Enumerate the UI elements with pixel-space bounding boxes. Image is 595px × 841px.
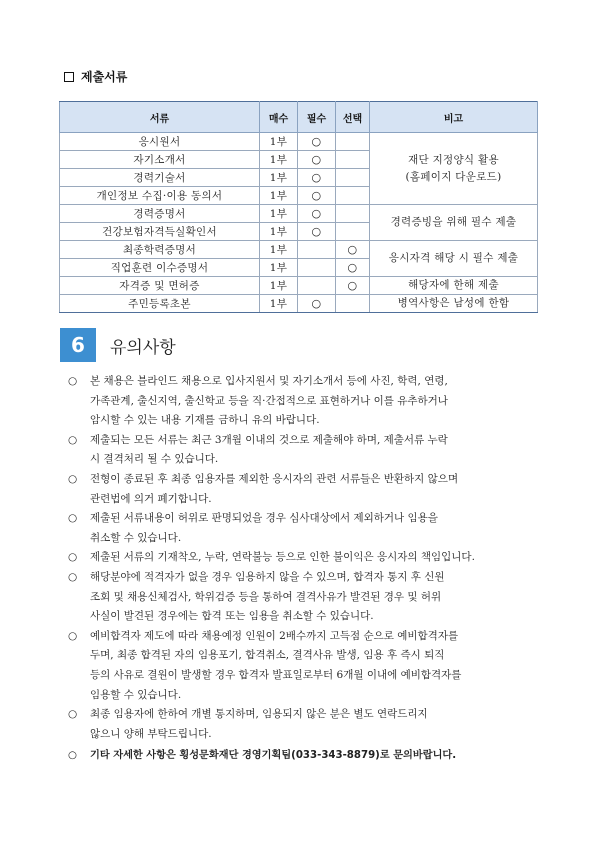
document-name: 경력기술서 xyxy=(60,169,260,187)
notice-line: 조회 및 채용신체검사, 학위검증 등을 통하여 결격사유가 발견된 경우 및 허위 xyxy=(90,590,442,603)
notice-item xyxy=(68,509,546,548)
optional-mark xyxy=(336,295,370,313)
bullet-circle-icon: ○ xyxy=(68,629,78,642)
notice-line: 시 결격처리 될 수 있습니다. xyxy=(90,453,219,466)
required-mark xyxy=(298,277,336,295)
bullet-circle-icon: ○ xyxy=(68,512,78,525)
bullet-circle-icon: ○ xyxy=(68,570,78,583)
notice-line: 관련법에 의거 폐기합니다. xyxy=(90,492,212,505)
notice-line: 임용할 수 있습니다. xyxy=(90,688,182,701)
required-mark: ○ xyxy=(298,295,336,313)
remark-cell: 해당자에 한해 제출 xyxy=(370,277,538,295)
optional-mark xyxy=(336,169,370,187)
notice-text xyxy=(90,548,546,568)
table-row xyxy=(60,277,538,295)
notice-line: 해당분야에 적격자가 없을 경우 임용하지 않을 수 있으며, 합격자 통지 후 신원 xyxy=(90,570,445,583)
notice-line: 사실이 발견된 경우에는 합격 또는 임용을 취소할 수 있습니다. xyxy=(90,610,374,623)
required-mark xyxy=(298,241,336,259)
section-title: 제출서류 xyxy=(81,70,128,84)
optional-mark: ○ xyxy=(336,259,370,277)
remark-cell: 경력증빙을 위해 필수 제출 xyxy=(370,205,538,241)
optional-mark xyxy=(336,151,370,169)
document-name: 경력증명서 xyxy=(60,205,260,223)
copies: 1부 xyxy=(260,277,298,295)
optional-mark: ○ xyxy=(336,277,370,295)
table-row xyxy=(60,205,538,223)
section-6-title: 유의사항 xyxy=(110,337,176,358)
required-mark: ○ xyxy=(298,187,336,205)
notice-text xyxy=(90,470,546,509)
notice-item xyxy=(68,431,546,470)
notice-text xyxy=(90,372,546,431)
documents-table xyxy=(59,101,538,313)
notice-text xyxy=(90,509,546,548)
copies: 1부 xyxy=(260,205,298,223)
notice-item xyxy=(68,470,546,509)
section-header-documents xyxy=(64,68,127,85)
checkbox-square-icon xyxy=(64,72,74,82)
notice-line: 두며, 최종 합격된 자의 임용포기, 합격취소, 결격사유 발생, 임용 후 즉시 퇴직 xyxy=(90,649,445,662)
copies: 1부 xyxy=(260,241,298,259)
notice-text xyxy=(90,705,546,744)
document-name: 최종학력증명서 xyxy=(60,241,260,259)
notice-line: 제출된 서류의 기재착오, 누락, 연락불능 등으로 인한 불이익은 응시자의 책임입니다. xyxy=(90,551,475,564)
bullet-circle-icon: ○ xyxy=(68,708,78,721)
copies: 1부 xyxy=(260,187,298,205)
required-mark: ○ xyxy=(298,205,336,223)
header-optional: 선택 xyxy=(336,102,370,133)
copies: 1부 xyxy=(260,133,298,151)
bullet-circle-icon: ○ xyxy=(68,750,77,762)
notice-line: 않으니 양해 부탁드립니다. xyxy=(90,727,212,740)
bullet-circle-icon: ○ xyxy=(68,433,78,446)
contact-notice-text: 기타 자세한 사항은 횡성문화재단 경영기획팀(033-343-8879)로 문의바랍니다. xyxy=(90,750,457,762)
optional-mark xyxy=(336,187,370,205)
table-row xyxy=(60,295,538,313)
notice-line: 본 채용은 블라인드 채용으로 입사지원서 및 자기소개서 등에 사진, 학력, 연령, xyxy=(90,375,448,387)
required-mark: ○ xyxy=(298,223,336,241)
bullet-circle-icon: ○ xyxy=(68,375,78,387)
document-name: 주민등록초본 xyxy=(60,295,260,313)
remark-text: 재단 지정양식 활용 xyxy=(408,153,499,166)
document-name: 자격증 및 면허증 xyxy=(60,277,260,295)
notice-text xyxy=(90,568,546,627)
header-document: 서류 xyxy=(60,102,260,133)
optional-mark xyxy=(336,223,370,241)
table-row xyxy=(60,241,538,259)
document-name: 개인정보 수집·이용 동의서 xyxy=(60,187,260,205)
required-mark: ○ xyxy=(298,169,336,187)
header-remarks: 비고 xyxy=(370,102,538,133)
notice-text xyxy=(90,431,546,470)
document-name: 응시원서 xyxy=(60,133,260,151)
table-header-row xyxy=(60,102,538,133)
notice-list xyxy=(68,372,546,766)
required-mark: ○ xyxy=(298,133,336,151)
copies: 1부 xyxy=(260,223,298,241)
notice-item xyxy=(68,568,546,627)
section-6-header xyxy=(60,328,176,362)
optional-mark xyxy=(336,133,370,151)
notice-text xyxy=(90,627,546,705)
required-mark xyxy=(298,259,336,277)
notice-item xyxy=(68,705,546,744)
notice-line: 전형이 종료된 후 최종 임용자를 제외한 응시자의 관련 서류들은 반환하지 않으며 xyxy=(90,472,459,485)
bullet-circle-icon: ○ xyxy=(68,472,78,485)
notice-line: 가족관계, 출신지역, 출신학교 등을 직·간접적으로 표현하거나 이를 유추하거나 xyxy=(90,394,448,407)
notice-line: 최종 임용자에 한하여 개별 통지하며, 임용되지 않은 분은 별도 연락드리지 xyxy=(90,708,428,721)
notice-line: 등의 사유로 결원이 발생할 경우 합격자 발표일로부터 6개월 이내에 예비합격자를 xyxy=(90,668,462,681)
copies: 1부 xyxy=(260,295,298,313)
copies: 1부 xyxy=(260,169,298,187)
notice-item xyxy=(68,372,546,431)
notice-line: 암시할 수 있는 내용 기재를 금하니 유의 바랍니다. xyxy=(90,414,320,427)
optional-mark xyxy=(336,205,370,223)
notice-line: 예비합격자 제도에 따라 채용예정 인원이 2배수까지 고득점 순으로 예비합격자를 xyxy=(90,629,459,642)
document-name: 자기소개서 xyxy=(60,151,260,169)
bullet-circle-icon: ○ xyxy=(68,551,78,564)
notice-line: 제출되는 모든 서류는 최근 3개월 이내의 것으로 제출해야 하며, 제출서류 누락 xyxy=(90,433,448,446)
document-name: 건강보험자격득실확인서 xyxy=(60,223,260,241)
notice-item xyxy=(68,548,546,568)
header-required: 필수 xyxy=(298,102,336,133)
remark-text: (홈페이지 다운로드) xyxy=(405,170,502,183)
remark-cell xyxy=(370,133,538,205)
remark-cell: 응시자격 해당 시 필수 제출 xyxy=(370,241,538,277)
copies: 1부 xyxy=(260,151,298,169)
document-name: 직업훈련 이수증명서 xyxy=(60,259,260,277)
header-copies: 매수 xyxy=(260,102,298,133)
notice-line: 제출된 서류내용이 허위로 판명되었을 경우 심사대상에서 제외하거나 임용을 xyxy=(90,512,438,525)
contact-notice xyxy=(68,746,546,766)
section-number-badge: 6 xyxy=(60,328,96,362)
copies: 1부 xyxy=(260,259,298,277)
remark-cell: 병역사항은 남성에 한함 xyxy=(370,295,538,313)
notice-line: 취소할 수 있습니다. xyxy=(90,531,182,544)
table-row xyxy=(60,133,538,151)
notice-item xyxy=(68,627,546,705)
required-mark: ○ xyxy=(298,151,336,169)
optional-mark: ○ xyxy=(336,241,370,259)
